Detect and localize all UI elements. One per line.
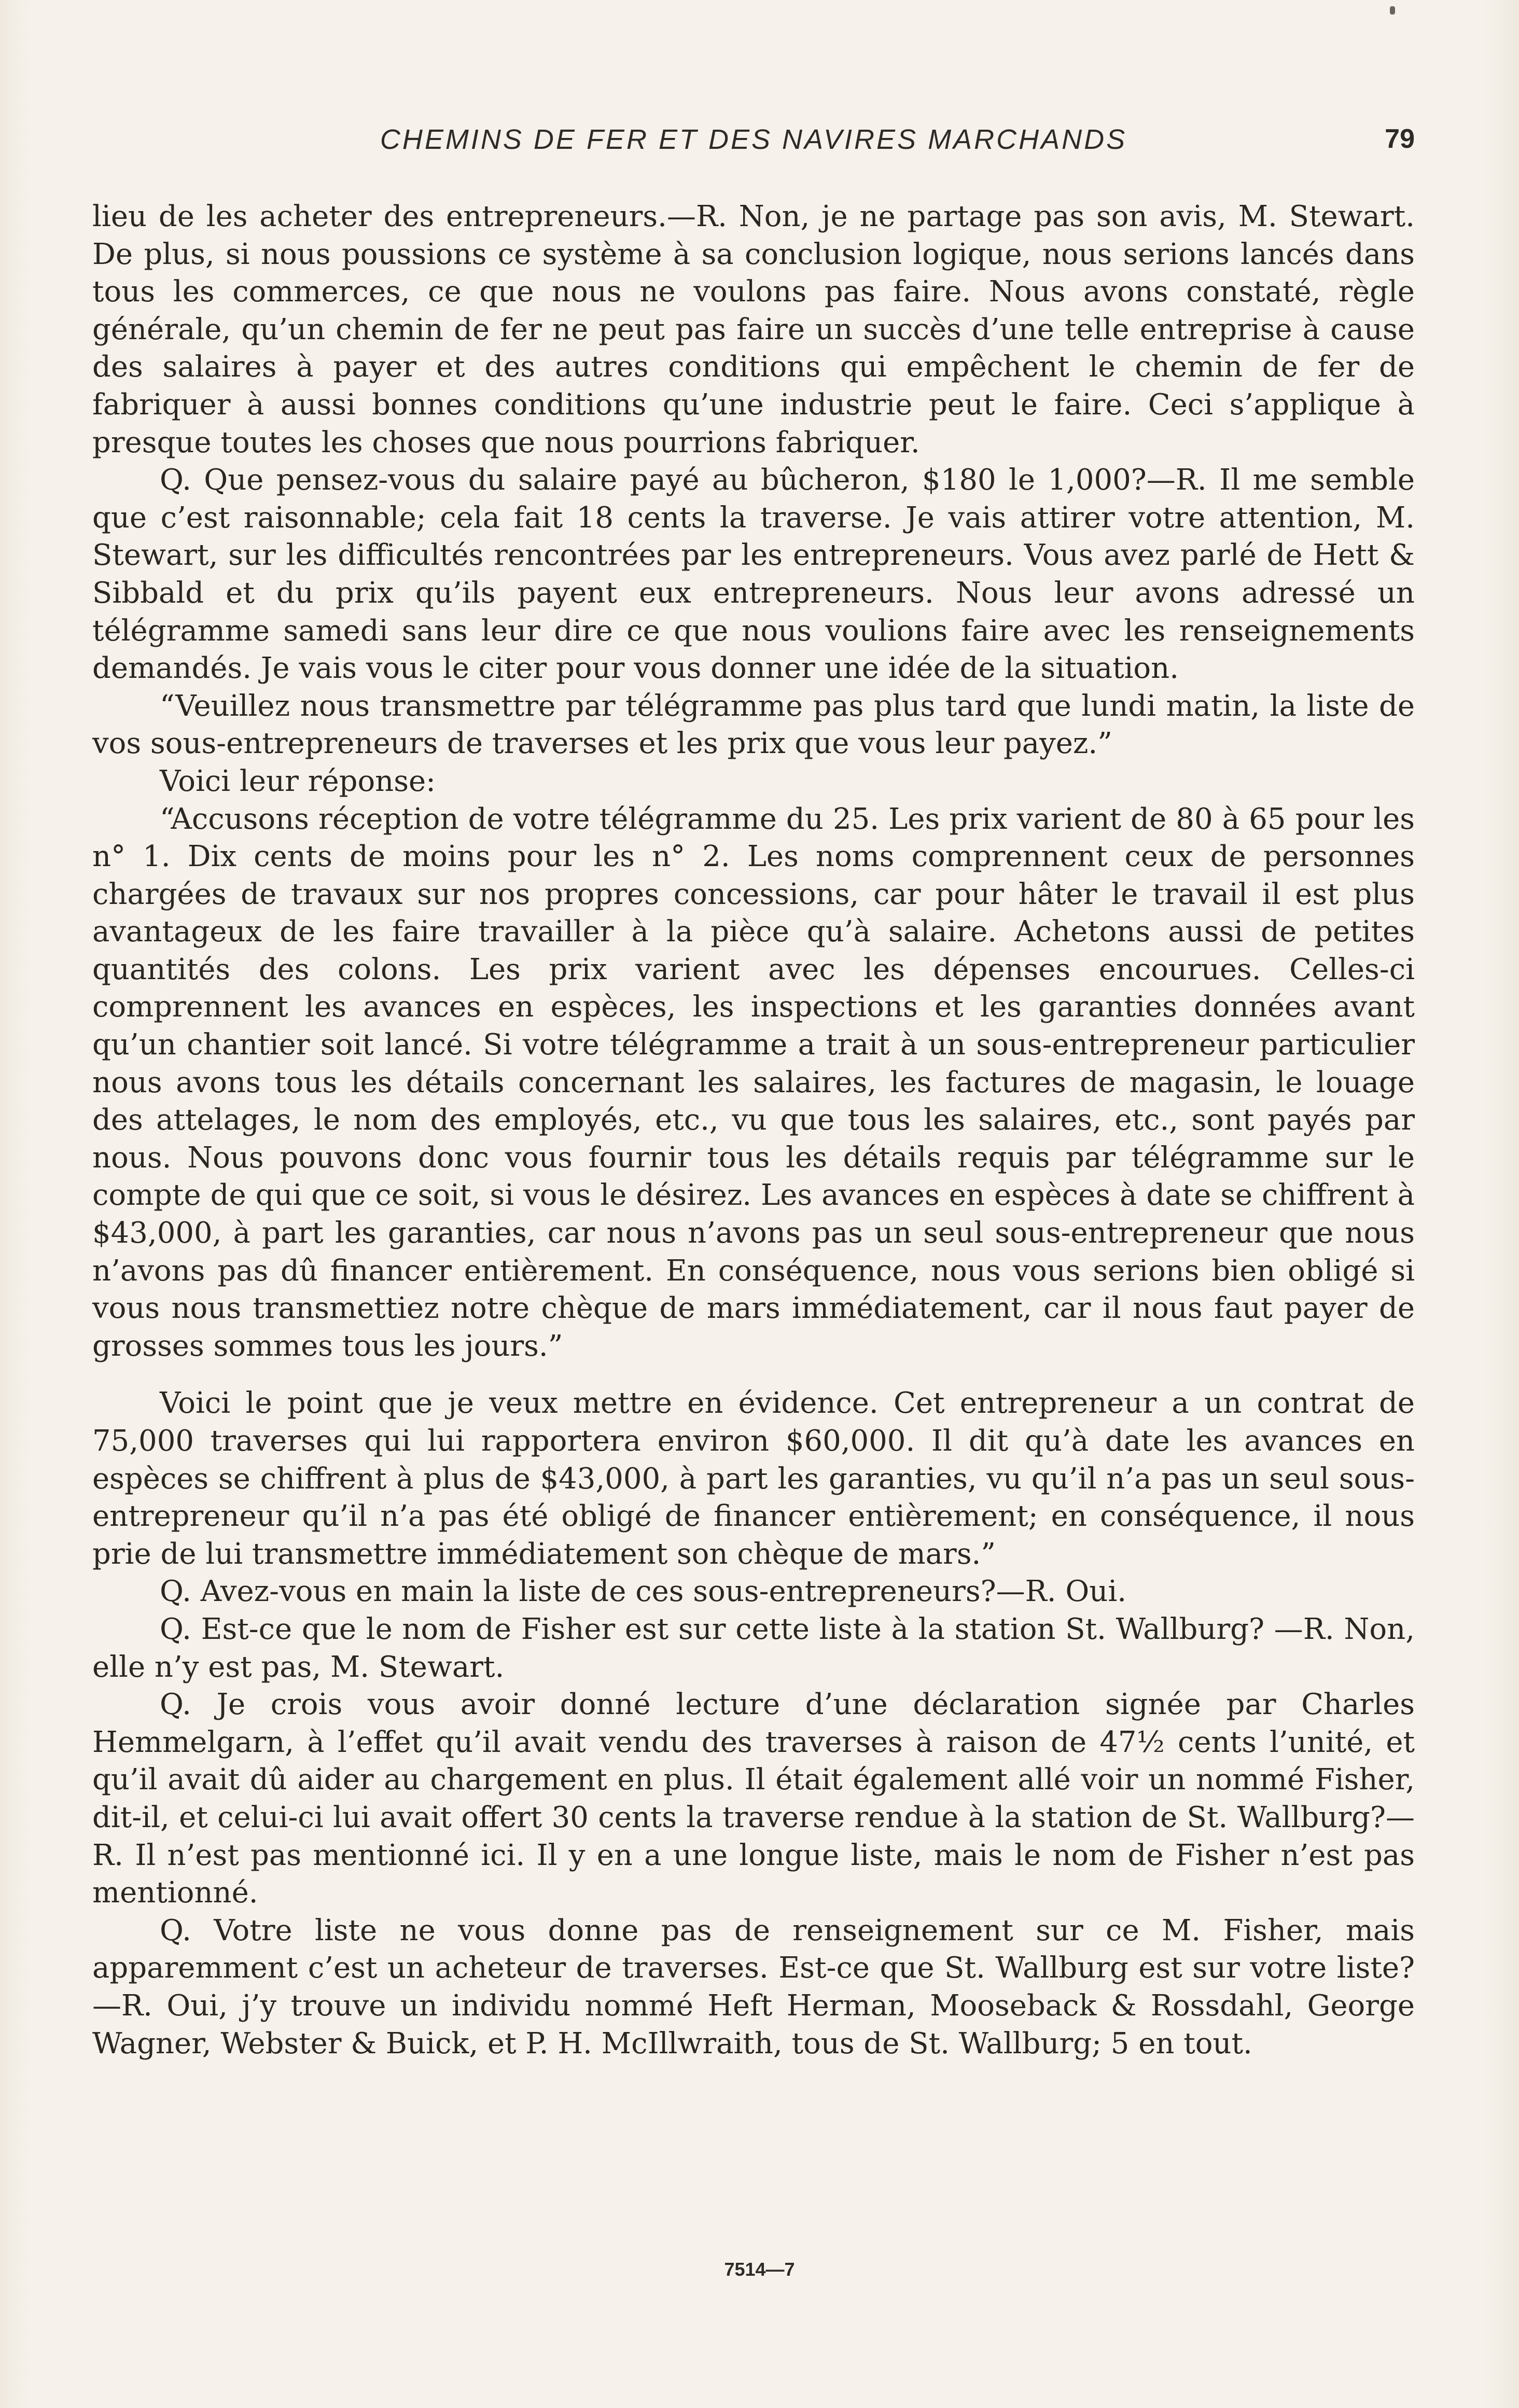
paragraph: Q. Je crois vous avoir donné lecture d’une déclaration signée par Charles Hemmelgarn, à l’effet qu’il avait vendu des traverses à raison de 47½ cents l’unité, et qu’il avait dû aider au chargement en plus. Il était également allé voir un nommé Fisher, dit-il, et celui-ci lui avait offert 30 cents la traverse rendue à la station de St. Wallburg?—R. Il n’est pas mentionné ici. Il y en a une longue liste, mais le nom de Fisher n’est pas mentionné. [92,1688,1415,1910]
scan-mark [1390,6,1395,15]
paragraph: Q. Est-ce que le nom de Fisher est sur cette liste à la station St. Wallburg? —R. Non, elle n’y est pas, M. Stewart. [92,1612,1415,1684]
paragraph: “Accusons réception de votre télégramme du 25. Les prix varient de 80 à 65 pour les n° 1. Dix cents de moins pour les n° 2. Les noms comprennent ceux de personnes chargées de travaux sur nos propres concessions, car pour hâter le travail il est plus avantageux de les faire travailler à la pièce qu’à salaire. Achetons aussi de petites quantités des colons. Les prix varient avec les dépenses encourues. Celles-ci comprennent les avances en espèces, les inspections et les garanties données avant qu’un chantier soit lancé. Si votre télégramme a trait à un sous-entrepreneur particulier nous avons tous les détails concernant les salaires, les factures de magasin, le louage des attelages, le nom des employés, etc., vu que tous les salaires, etc., sont payés par nous. Nous pouvons donc vous fournir tous les détails requis par télégramme sur le compte de qui que ce soit, si vous le désirez. Les avances en espèces à date se chiffrent à $43,000, à part les garanties, car nous n’avons pas un seul sous-entrepreneur que nous n’avons pas dû financer entièrement. En conséquence, nous vous serions bien obligé si vous nous transmettiez notre chèque de mars immédiatement, car il nous faut payer de grosses sommes tous les jours.” [92,802,1415,1363]
paragraph: Q. Que pensez-vous du salaire payé au bûcheron, $180 le 1,000?—R. Il me semble que c’est raisonnable; cela fait 18 cents la traverse. Je vais attirer votre attention, M. Stewart, sur les difficultés rencontrées par les entrepreneurs. Vous avez parlé de Hett & Sibbald et du prix qu’ils payent eux entrepreneurs. Nous leur avons adressé un télégramme samedi sans leur dire ce que nous voulions faire avec les renseignements demandés. Je vais vous le citer pour vous donner une idée de la situation. [92,463,1415,686]
paragraph: Voici le point que je veux mettre en évidence. Cet entrepreneur a un contrat de 75,000 traverses qui lui rapportera environ $60,000. Il dit qu’à date les avances en espèces se chiffrent à plus de $43,000, à part les garanties, vu qu’il n’a pas un seul sous-entrepreneur qu’il n’a pas été obligé de financer entièrement; en conséquence, il nous prie de lui transmettre immédiatement son chèque de mars.” [92,1386,1415,1571]
signature-mark: 7514—7 [724,2259,795,2280]
running-title: CHEMINS DE FER ET DES NAVIRES MARCHANDS [380,124,1127,155]
body-text [92,198,1415,2063]
paragraph: Q. Votre liste ne vous donne pas de renseignement sur ce M. Fisher, mais apparemment c’est un acheteur de traverses. Est-ce que St. Wallburg est sur votre liste?—R. Oui, j’y trouve un individu nommé Heft Herman, Mooseback & Rossdahl, George Wagner, Webster & Buick, et P. H. McIllwraith, tous de St. Wallburg; 5 en tout. [92,1913,1415,2061]
paragraph: Q. Avez-vous en main la liste de ces sous-entrepreneurs?—R. Oui. [160,1575,1127,1609]
paragraph: lieu de les acheter des entrepreneurs.—R. Non, je ne partage pas son avis, M. Stewart. De plus, si nous poussions ce système à sa conclusion logique, nous serions lancés dans tous les commerces, ce que nous ne voulons pas faire. Nous avons constaté, règle générale, qu’un chemin de fer ne peut pas faire un succès d’une telle entreprise à cause des salaires à payer et des autres conditions qui empêchent le chemin de fer de fabriquer à aussi bonnes conditions qu’une industrie peut le faire. Ceci s’applique à presque toutes les choses que nous pourrions fabriquer. [92,200,1415,460]
paragraph: Voici leur réponse: [160,764,436,798]
page-header [92,123,1415,170]
page-number: 79 [1385,124,1415,154]
paragraph: “Veuillez nous transmettre par télégramme pas plus tard que lundi matin, la liste de vos sous-entrepreneurs de traverses et les prix que vous leur payez.” [92,689,1415,761]
